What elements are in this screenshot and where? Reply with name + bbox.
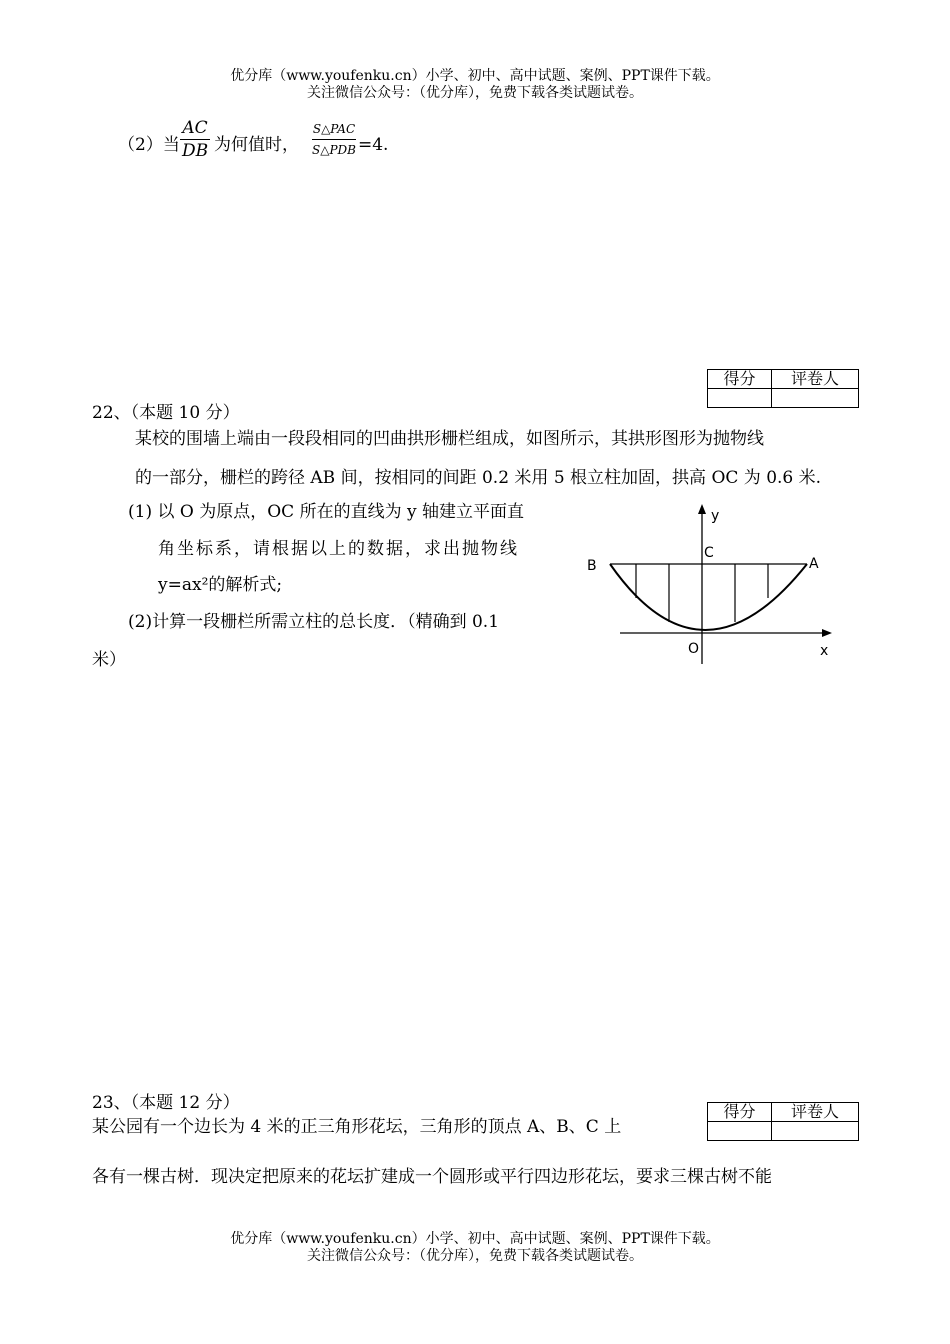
q22-part2-line-1: (2)计算一段栅栏所需立柱的总长度．（精确到 0.1 <box>128 612 500 632</box>
label-c: C <box>704 545 714 561</box>
q21-part2-middle: 为何值时， <box>214 135 299 155</box>
y-axis-arrow <box>698 504 706 514</box>
parabola-fence-figure <box>580 498 840 670</box>
score-label: 得分 <box>708 370 772 389</box>
fraction-ac-db-denominator: DB <box>181 141 209 161</box>
parabola-arc <box>610 564 807 630</box>
label-y: y <box>711 508 720 524</box>
fraction-ac-db <box>180 118 210 161</box>
q23-heading: 23、（本题 12 分） <box>92 1093 240 1113</box>
q21-part2-suffix: =4. <box>358 135 389 155</box>
q23-line-1: 某公园有一个边长为 4 米的正三角形花坛，三角形的顶点 A、B、C 上 <box>92 1117 622 1137</box>
label-b: B <box>587 558 597 574</box>
header-line-1: 优分库（www.youfenku.cn）小学、初中、高中试题、案例、PPT课件下载。 <box>230 68 720 84</box>
grader-cell <box>772 1122 859 1141</box>
fraction-area-numerator: S△PAC <box>312 122 356 136</box>
grader-cell <box>772 389 859 408</box>
q22-part1-line-3: y=ax²的解析式; <box>158 575 283 595</box>
page-header <box>0 68 950 102</box>
fraction-ac-db-numerator: AC <box>182 118 208 138</box>
q22-part1-line-1: (1) 以 O 为原点，OC 所在的直线为 y 轴建立平面直 <box>128 502 524 522</box>
q22-intro-line-2: 的一部分，栅栏的跨径 AB 间，按相同的间距 0.2 米用 5 根立柱加固，拱高 OC 为 0.6 米. <box>135 468 822 488</box>
label-o: O <box>688 641 700 657</box>
q23-line-2: 各有一棵古树．现决定把原来的花坛扩建成一个圆形或平行四边形花坛，要求三棵古树不能 <box>92 1167 772 1187</box>
q21-part2-prefix: （2）当 <box>118 135 180 155</box>
score-table-q22 <box>707 369 859 408</box>
score-table-q23 <box>707 1102 859 1141</box>
score-cell <box>708 389 772 408</box>
q22-heading: 22、（本题 10 分） <box>92 403 240 423</box>
score-label: 得分 <box>708 1103 772 1122</box>
footer-line-2: 关注微信公众号：（优分库），免费下载各类试题试卷。 <box>307 1248 643 1264</box>
fraction-area-denominator: S△PDB <box>312 143 356 157</box>
page-footer <box>0 1231 950 1265</box>
q22-part1-line-2: 角坐标系，请根据以上的数据，求出抛物线 <box>158 539 519 559</box>
grader-label: 评卷人 <box>772 370 859 389</box>
grader-label: 评卷人 <box>772 1103 859 1122</box>
q22-intro-line-1: 某校的围墙上端由一段段相同的凹曲拱形栅栏组成，如图所示，其拱形图形为抛物线 <box>135 429 764 449</box>
footer-line-1: 优分库（www.youfenku.cn）小学、初中、高中试题、案例、PPT课件下载。 <box>230 1231 720 1247</box>
q22-part2-line-2: 米） <box>92 650 126 670</box>
x-axis-arrow <box>822 629 832 637</box>
fraction-area-ratio <box>312 120 356 159</box>
score-cell <box>708 1122 772 1141</box>
label-x: x <box>820 643 829 659</box>
label-a: A <box>809 556 819 572</box>
header-line-2: 关注微信公众号：（优分库），免费下载各类试题试卷。 <box>307 85 643 101</box>
